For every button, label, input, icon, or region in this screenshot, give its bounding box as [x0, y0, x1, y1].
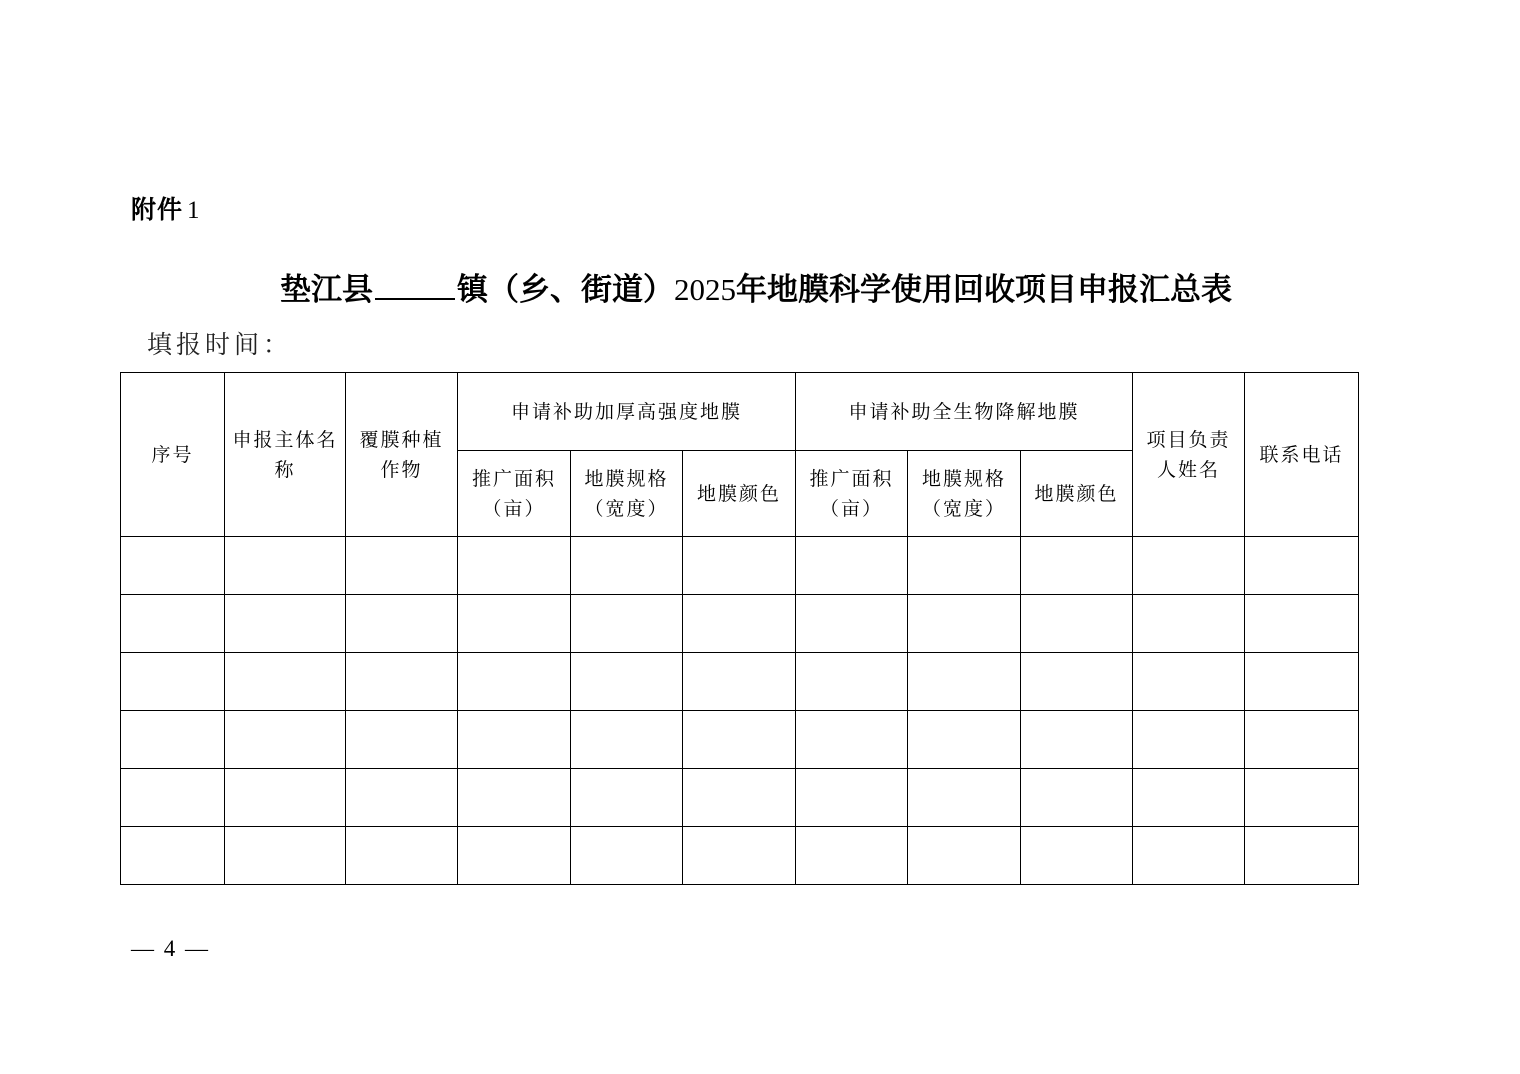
table-cell[interactable]	[1133, 711, 1245, 769]
table-cell[interactable]	[121, 769, 225, 827]
table-cell[interactable]	[1245, 827, 1359, 885]
table-cell[interactable]	[571, 711, 683, 769]
table-cell[interactable]	[908, 711, 1021, 769]
summary-table	[120, 372, 1359, 885]
table-cell[interactable]	[571, 595, 683, 653]
attachment-number: 1	[187, 197, 201, 224]
table-cell[interactable]	[346, 653, 458, 711]
table-cell[interactable]	[346, 769, 458, 827]
page-title	[0, 264, 1512, 309]
table-cell[interactable]	[683, 827, 796, 885]
table-cell[interactable]	[1133, 827, 1245, 885]
header-thick-spec: 地膜规格（宽度）	[571, 451, 683, 537]
title-year: 2025	[674, 272, 736, 307]
table-row	[121, 595, 1359, 653]
table-cell[interactable]	[1133, 653, 1245, 711]
table-cell[interactable]	[225, 595, 346, 653]
table-cell[interactable]	[908, 827, 1021, 885]
table-cell[interactable]	[121, 537, 225, 595]
table-cell[interactable]	[908, 769, 1021, 827]
table-cell[interactable]	[1245, 653, 1359, 711]
table-cell[interactable]	[908, 653, 1021, 711]
table-cell[interactable]	[458, 711, 571, 769]
table-cell[interactable]	[1021, 537, 1133, 595]
table-cell[interactable]	[1021, 711, 1133, 769]
table-cell[interactable]	[458, 595, 571, 653]
header-group-thick-film: 申请补助加厚高强度地膜	[458, 373, 796, 451]
table-cell[interactable]	[346, 711, 458, 769]
table-cell[interactable]	[225, 711, 346, 769]
table-cell[interactable]	[796, 769, 908, 827]
table-cell[interactable]	[1245, 595, 1359, 653]
header-group-biodegradable-film: 申请补助全生物降解地膜	[796, 373, 1133, 451]
table-cell[interactable]	[1021, 769, 1133, 827]
table-cell[interactable]	[908, 595, 1021, 653]
page-number: — 4 —	[131, 936, 210, 961]
header-row-1	[121, 373, 1359, 451]
header-bio-spec: 地膜规格（宽度）	[908, 451, 1021, 537]
header-owner-name: 项目负责人姓名	[1133, 373, 1245, 537]
table-cell[interactable]	[796, 827, 908, 885]
table-cell[interactable]	[683, 537, 796, 595]
table-cell[interactable]	[1021, 653, 1133, 711]
table-cell[interactable]	[796, 711, 908, 769]
header-thick-color: 地膜颜色	[683, 451, 796, 537]
table-cell[interactable]	[121, 595, 225, 653]
table-cell[interactable]	[458, 653, 571, 711]
table-row	[121, 653, 1359, 711]
table-cell[interactable]	[225, 653, 346, 711]
table-cell[interactable]	[225, 537, 346, 595]
table-cell[interactable]	[225, 827, 346, 885]
attachment-label	[131, 190, 201, 226]
table-row	[121, 769, 1359, 827]
table-cell[interactable]	[908, 537, 1021, 595]
table-cell[interactable]	[346, 595, 458, 653]
table-cell[interactable]	[121, 827, 225, 885]
table-row	[121, 827, 1359, 885]
table-cell[interactable]	[683, 653, 796, 711]
table-cell[interactable]	[1021, 595, 1133, 653]
table-cell[interactable]	[1133, 769, 1245, 827]
table-row	[121, 711, 1359, 769]
table-row	[121, 537, 1359, 595]
table-cell[interactable]	[796, 595, 908, 653]
fill-time-label: 填报时间：	[147, 330, 293, 359]
title-suffix: 年地膜科学使用回收项目申报汇总表	[736, 272, 1232, 308]
table-cell[interactable]	[1245, 537, 1359, 595]
table-cell[interactable]	[571, 653, 683, 711]
table-cell[interactable]	[683, 711, 796, 769]
table-cell[interactable]	[1021, 827, 1133, 885]
table-cell[interactable]	[571, 769, 683, 827]
table-cell[interactable]	[1245, 711, 1359, 769]
table-cell[interactable]	[1133, 537, 1245, 595]
header-applicant-name: 申报主体名称	[225, 373, 346, 537]
table-cell[interactable]	[458, 827, 571, 885]
table-cell[interactable]	[121, 653, 225, 711]
title-prefix: 垫江县	[280, 272, 373, 308]
table-cell[interactable]	[683, 769, 796, 827]
attachment-text: 附件	[131, 195, 184, 224]
table-cell[interactable]	[121, 711, 225, 769]
title-middle: 镇（乡、街道）	[457, 272, 674, 308]
table-cell[interactable]	[458, 769, 571, 827]
table-cell[interactable]	[796, 653, 908, 711]
table-cell[interactable]	[1245, 769, 1359, 827]
table-body	[121, 537, 1359, 885]
header-crop: 覆膜种植作物	[346, 373, 458, 537]
table-cell[interactable]	[571, 537, 683, 595]
table-cell[interactable]	[346, 827, 458, 885]
title-blank-line	[375, 270, 455, 300]
header-seq: 序号	[121, 373, 225, 537]
table-cell[interactable]	[1133, 595, 1245, 653]
header-bio-color: 地膜颜色	[1021, 451, 1133, 537]
header-thick-area: 推广面积（亩）	[458, 451, 571, 537]
header-phone: 联系电话	[1245, 373, 1359, 537]
table-cell[interactable]	[796, 537, 908, 595]
table-cell[interactable]	[458, 537, 571, 595]
table-cell[interactable]	[225, 769, 346, 827]
header-bio-area: 推广面积（亩）	[796, 451, 908, 537]
table-cell[interactable]	[683, 595, 796, 653]
table-cell[interactable]	[346, 537, 458, 595]
table-cell[interactable]	[571, 827, 683, 885]
